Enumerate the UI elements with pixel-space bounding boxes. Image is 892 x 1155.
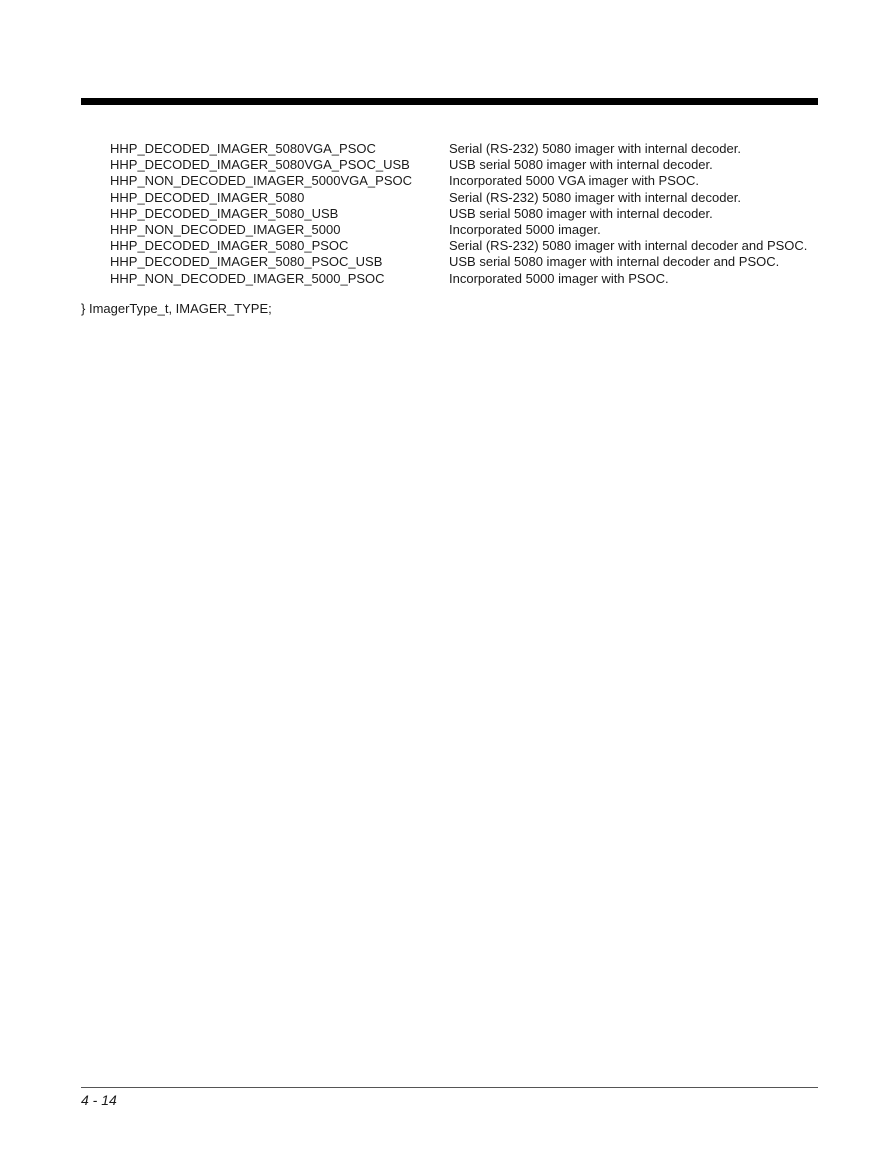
enum-row <box>110 157 807 173</box>
enum-name: HHP_NON_DECODED_IMAGER_5000_PSOC <box>110 270 385 286</box>
enum-name: HHP_DECODED_IMAGER_5080_PSOC_USB <box>110 254 383 270</box>
enum-row <box>110 254 807 270</box>
footer-rule <box>81 1087 818 1088</box>
enum-description: Incorporated 5000 VGA imager with PSOC. <box>449 173 700 189</box>
enum-name: HHP_NON_DECODED_IMAGER_5000 <box>110 221 341 237</box>
enum-description: USB serial 5080 imager with internal decoder and PSOC. <box>449 254 780 270</box>
enum-name: HHP_DECODED_IMAGER_5080_USB <box>110 205 339 221</box>
enum-description: Serial (RS-232) 5080 imager with internal decoder and PSOC. <box>449 238 808 254</box>
enum-description: Serial (RS-232) 5080 imager with internal decoder. <box>449 189 741 205</box>
enum-description: Incorporated 5000 imager. <box>449 221 601 237</box>
enum-name: HHP_DECODED_IMAGER_5080 <box>110 189 305 205</box>
enum-name: HHP_DECODED_IMAGER_5080_PSOC <box>110 238 349 254</box>
enum-name: HHP_DECODED_IMAGER_5080VGA_PSOC_USB <box>110 157 410 173</box>
enum-row <box>110 222 807 238</box>
enum-description: USB serial 5080 imager with internal decoder. <box>449 205 713 221</box>
typedef-closing-line: } ImagerType_t, IMAGER_TYPE; <box>81 301 272 316</box>
page-number: 4 - 14 <box>81 1092 117 1108</box>
enum-row <box>110 173 807 189</box>
enum-table <box>110 141 807 287</box>
enum-description: Incorporated 5000 imager with PSOC. <box>449 270 669 286</box>
enum-description: USB serial 5080 imager with internal decoder. <box>449 157 713 173</box>
enum-row <box>110 141 807 157</box>
enum-row <box>110 190 807 206</box>
enum-name: HHP_NON_DECODED_IMAGER_5000VGA_PSOC <box>110 173 412 189</box>
enum-row <box>110 206 807 222</box>
enum-name: HHP_DECODED_IMAGER_5080VGA_PSOC <box>110 141 376 156</box>
header-rule <box>81 98 818 105</box>
enum-description: Serial (RS-232) 5080 imager with internal decoder. <box>449 141 741 156</box>
enum-row <box>110 271 807 287</box>
enum-row <box>110 238 807 254</box>
